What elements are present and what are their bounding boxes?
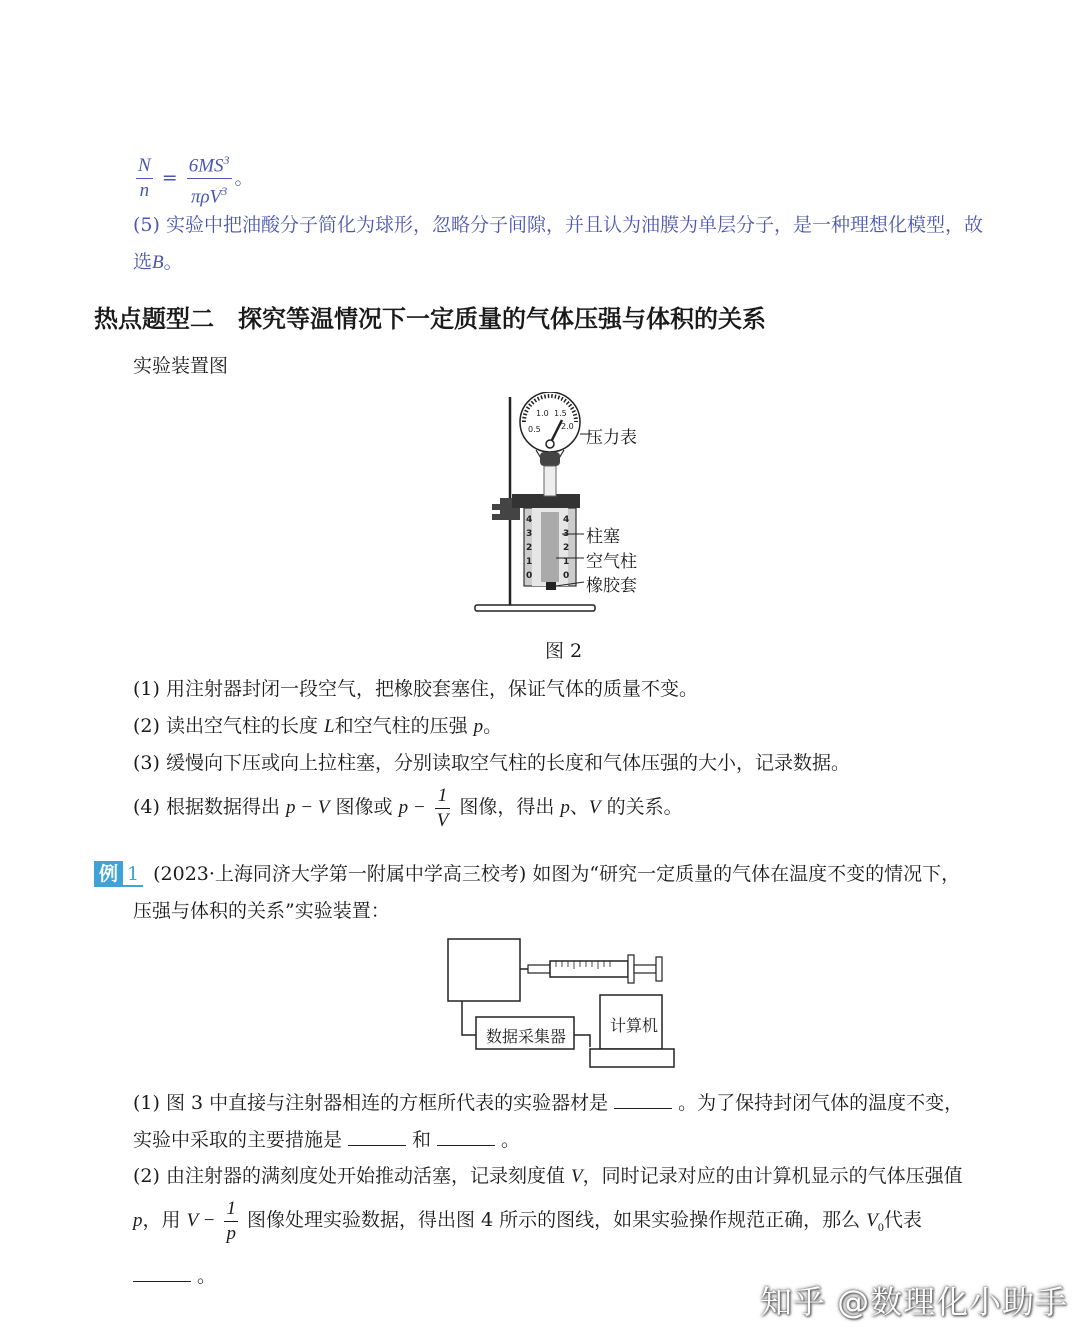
plunger-label: 柱塞 <box>586 527 620 547</box>
syringe-tip <box>528 965 550 973</box>
watermark: 知乎 @数理化小助手 <box>760 1283 1069 1321</box>
fraction-rhs: $\frac{6MS^3}{\pi\rho V^3}$ <box>187 148 232 210</box>
answer-blank[interactable] <box>348 1127 406 1146</box>
gauge-tick-label: 1.0 <box>536 409 549 418</box>
rubber-cap-label: 橡胶套 <box>586 576 637 596</box>
example-1-line1: 例 1 (2023·上海同济大学第一附属中学高三校考) 如图为“研究一定质量的气体在温度不变的情况下， <box>94 860 960 888</box>
answer-blank[interactable] <box>437 1127 495 1146</box>
question-1-line2: 实验中采取的主要措施是 和 。 <box>133 1129 521 1151</box>
rubber-cap <box>546 582 556 590</box>
computer-label: 计算机 <box>610 1016 659 1035</box>
scale-mark: 1 <box>526 557 533 567</box>
example-1-line2: 压强与体积的关系”实验装置： <box>133 900 390 922</box>
scale-mark: 4 <box>526 515 533 525</box>
sensor-box <box>448 939 520 1001</box>
example-badge: 例 <box>94 861 123 887</box>
fraction-1-over-p: $\frac{1}{p}$ <box>226 1197 236 1244</box>
scale-mark: 2 <box>526 543 533 553</box>
fraction-1-over-V: $\frac{1}{V}$ <box>436 784 449 831</box>
plunger-rod <box>634 965 656 973</box>
gauge-connector <box>540 452 560 466</box>
fraction-N-over-n: $\frac{N}{n}$ <box>138 155 151 202</box>
step-1: (1) 用注射器封闭一段空气，把橡胶套塞住，保证气体的质量不变。 <box>133 678 698 700</box>
air-column <box>541 512 559 582</box>
step-3: (3) 缓慢向下压或向上拉柱塞，分别读取空气柱的长度和气体压强的大小，记录数据。 <box>133 752 850 774</box>
gauge-tick-label: 1.5 <box>554 409 567 418</box>
apparatus-figure <box>470 392 670 622</box>
question-2-line3: 。 <box>133 1262 216 1290</box>
example-number: 1 <box>123 863 143 887</box>
gauge-tick-label: 0.5 <box>528 425 541 434</box>
scale-mark: 4 <box>563 515 570 525</box>
air-column-label: 空气柱 <box>586 552 637 572</box>
figure2-caption: 图 2 <box>545 640 583 662</box>
step-4: (4) 根据数据得出 p − V 图像或 p − $\frac{1}{V}$ 图像，得出 p、V 的关系。 <box>133 784 683 831</box>
answer-blank[interactable] <box>133 1263 191 1282</box>
step-2: (2) 读出空气柱的长度 L和空气柱的压强 p。 <box>133 715 503 737</box>
sensor-setup-figure <box>440 935 680 1075</box>
answer-blank[interactable] <box>614 1090 672 1109</box>
scale-mark: 3 <box>526 529 533 539</box>
gauge-tick-label: 2.0 <box>561 422 574 431</box>
question-2-line2: p，用 V − $\frac{1}{p}$ 图像处理实验数据，得出图 4 所示的图线，如果实验操作规范正确，那么 $V_0$代表 <box>133 1197 922 1244</box>
question-2-line1: (2) 由注射器的满刻度处开始推动活塞，记录刻度值 V，同时记录对应的由计算机显示的气体压强值 <box>133 1165 963 1187</box>
scale-mark: 0 <box>563 571 570 581</box>
scale-mark: 3 <box>563 529 570 539</box>
section-subtitle: 实验装置图 <box>133 355 229 377</box>
data-collector-label: 数据采集器 <box>486 1027 567 1046</box>
gauge-label: 压力表 <box>586 428 637 448</box>
scale-mark: 0 <box>526 571 533 581</box>
scale-mark: 2 <box>563 543 570 553</box>
section-title: 热点题型二 探究等温情况下一定质量的气体压强与体积的关系 <box>94 305 766 333</box>
stand-base <box>475 605 595 611</box>
scale-mark: 1 <box>563 557 570 567</box>
question-1-line1: (1) 图 3 中直接与注射器相连的方框所代表的实验器材是 。为了保持封闭气体的温度不变， <box>133 1092 964 1114</box>
answer-item5-line2: 选B。 <box>133 251 183 273</box>
answer-formula: $\frac{N}{n}$ = $\frac{6MS^3}{\pi\rho V^3}$ 。 <box>133 148 254 210</box>
answer-item5-line1: (5) 实验中把油酸分子简化为球形，忽略分子间隙，并且认为油膜为单层分子，是一种理想化模型，故 <box>133 214 983 236</box>
computer-base <box>590 1049 674 1067</box>
